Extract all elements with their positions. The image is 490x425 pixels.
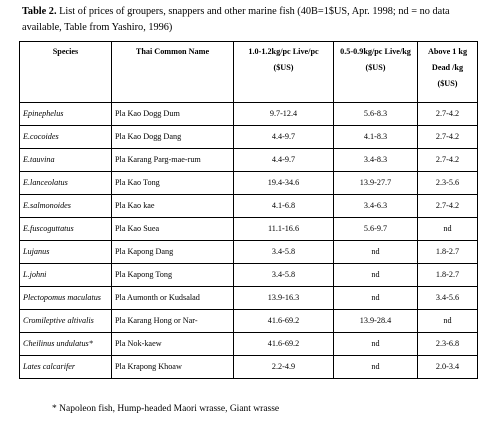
dead-kg-cell: 2.7-4.2	[418, 126, 478, 149]
species-cell: Lujanus	[20, 241, 112, 264]
live-pc-cell: 9.7-12.4	[234, 103, 334, 126]
live-kg-cell: 3.4-8.3	[334, 149, 418, 172]
table-caption	[22, 4, 477, 36]
live-pc-cell: 41.6-69.2	[234, 310, 334, 333]
thai-name-cell: Pla Karang Parg-mae-rum	[112, 149, 234, 172]
species-cell: Cheilinus undulatus*	[20, 333, 112, 356]
dead-kg-cell: 2.3-5.6	[418, 172, 478, 195]
thai-name-cell: Pla Kapong Dang	[112, 241, 234, 264]
dead-kg-cell: nd	[418, 218, 478, 241]
live-pc-cell: 3.4-5.8	[234, 264, 334, 287]
header-live-kg: 0.5-0.9kg/pc Live/kg ($US)	[334, 42, 418, 103]
live-kg-cell: nd	[334, 264, 418, 287]
species-cell: Plectopomus maculatus	[20, 287, 112, 310]
species-cell: E.cocoides	[20, 126, 112, 149]
live-kg-cell: 4.1-8.3	[334, 126, 418, 149]
table-row	[20, 333, 478, 356]
species-cell: L.johni	[20, 264, 112, 287]
live-pc-cell: 13.9-16.3	[234, 287, 334, 310]
thai-name-cell: Pla Aumonth or Kudsalad	[112, 287, 234, 310]
table-row	[20, 356, 478, 379]
header-row	[20, 42, 478, 103]
table-row	[20, 103, 478, 126]
live-pc-cell: 4.4-9.7	[234, 149, 334, 172]
caption-text: List of prices of groupers, snappers and other marine fish (40B=1$US, Apr. 1998; nd = no data available, Table from Yashiro, 1996)	[22, 6, 450, 33]
species-cell: Epinephelus	[20, 103, 112, 126]
dead-kg-cell: 1.8-2.7	[418, 264, 478, 287]
table-row	[20, 264, 478, 287]
live-kg-cell: nd	[334, 333, 418, 356]
thai-name-cell: Pla Krapong Khoaw	[112, 356, 234, 379]
header-species: Species	[20, 42, 112, 103]
live-pc-cell: 4.1-6.8	[234, 195, 334, 218]
thai-name-cell: Pla Kao Dogg Dum	[112, 103, 234, 126]
header-dead-kg: Above 1 kg Dead /kg ($US)	[418, 42, 478, 103]
table-row	[20, 287, 478, 310]
species-cell: Cromileptive altivalis	[20, 310, 112, 333]
thai-name-cell: Pla Kao Dogg Dang	[112, 126, 234, 149]
live-kg-cell: nd	[334, 287, 418, 310]
live-pc-cell: 11.1-16.6	[234, 218, 334, 241]
live-kg-cell: 5.6-9.7	[334, 218, 418, 241]
dead-kg-cell: 2.7-4.2	[418, 195, 478, 218]
thai-name-cell: Pla Kao kae	[112, 195, 234, 218]
thai-name-cell: Pla Kapong Tong	[112, 264, 234, 287]
table-row	[20, 195, 478, 218]
header-live-pc: 1.0-1.2kg/pc Live/pc ($US)	[234, 42, 334, 103]
live-pc-cell: 4.4-9.7	[234, 126, 334, 149]
dead-kg-cell: 2.7-4.2	[418, 103, 478, 126]
header-thai-name: Thai Common Name	[112, 42, 234, 103]
table-row	[20, 126, 478, 149]
species-cell: E.fuscoguttatus	[20, 218, 112, 241]
live-pc-cell: 19.4-34.6	[234, 172, 334, 195]
live-pc-cell: 2.2-4.9	[234, 356, 334, 379]
live-pc-cell: 3.4-5.8	[234, 241, 334, 264]
table-label: Table 2.	[22, 6, 57, 17]
live-pc-cell: 41.6-69.2	[234, 333, 334, 356]
dead-kg-cell: 3.4-5.6	[418, 287, 478, 310]
live-kg-cell: 3.4-6.3	[334, 195, 418, 218]
live-kg-cell: 13.9-27.7	[334, 172, 418, 195]
thai-name-cell: Pla Karang Hong or Nar-	[112, 310, 234, 333]
live-kg-cell: 13.9-28.4	[334, 310, 418, 333]
species-cell: E.salmonoides	[20, 195, 112, 218]
table-row	[20, 149, 478, 172]
table-header	[20, 42, 478, 103]
thai-name-cell: Pla Kao Tong	[112, 172, 234, 195]
dead-kg-cell: 1.8-2.7	[418, 241, 478, 264]
dead-kg-cell: 2.0-3.4	[418, 356, 478, 379]
thai-name-cell: Pla Nok-kaew	[112, 333, 234, 356]
table-footnote: * Napoleon fish, Hump-headed Maori wrasse, Giant wrasse	[52, 404, 280, 414]
live-kg-cell: nd	[334, 241, 418, 264]
species-cell: E.tauvina	[20, 149, 112, 172]
species-cell: Lates calcarifer	[20, 356, 112, 379]
price-table	[19, 41, 478, 379]
table-row	[20, 310, 478, 333]
dead-kg-cell: nd	[418, 310, 478, 333]
species-cell: E.lanceolatus	[20, 172, 112, 195]
thai-name-cell: Pla Kao Suea	[112, 218, 234, 241]
table-row	[20, 172, 478, 195]
dead-kg-cell: 2.7-4.2	[418, 149, 478, 172]
live-kg-cell: nd	[334, 356, 418, 379]
live-kg-cell: 5.6-8.3	[334, 103, 418, 126]
table-row	[20, 241, 478, 264]
table-body	[20, 103, 478, 379]
table-row	[20, 218, 478, 241]
dead-kg-cell: 2.3-6.8	[418, 333, 478, 356]
